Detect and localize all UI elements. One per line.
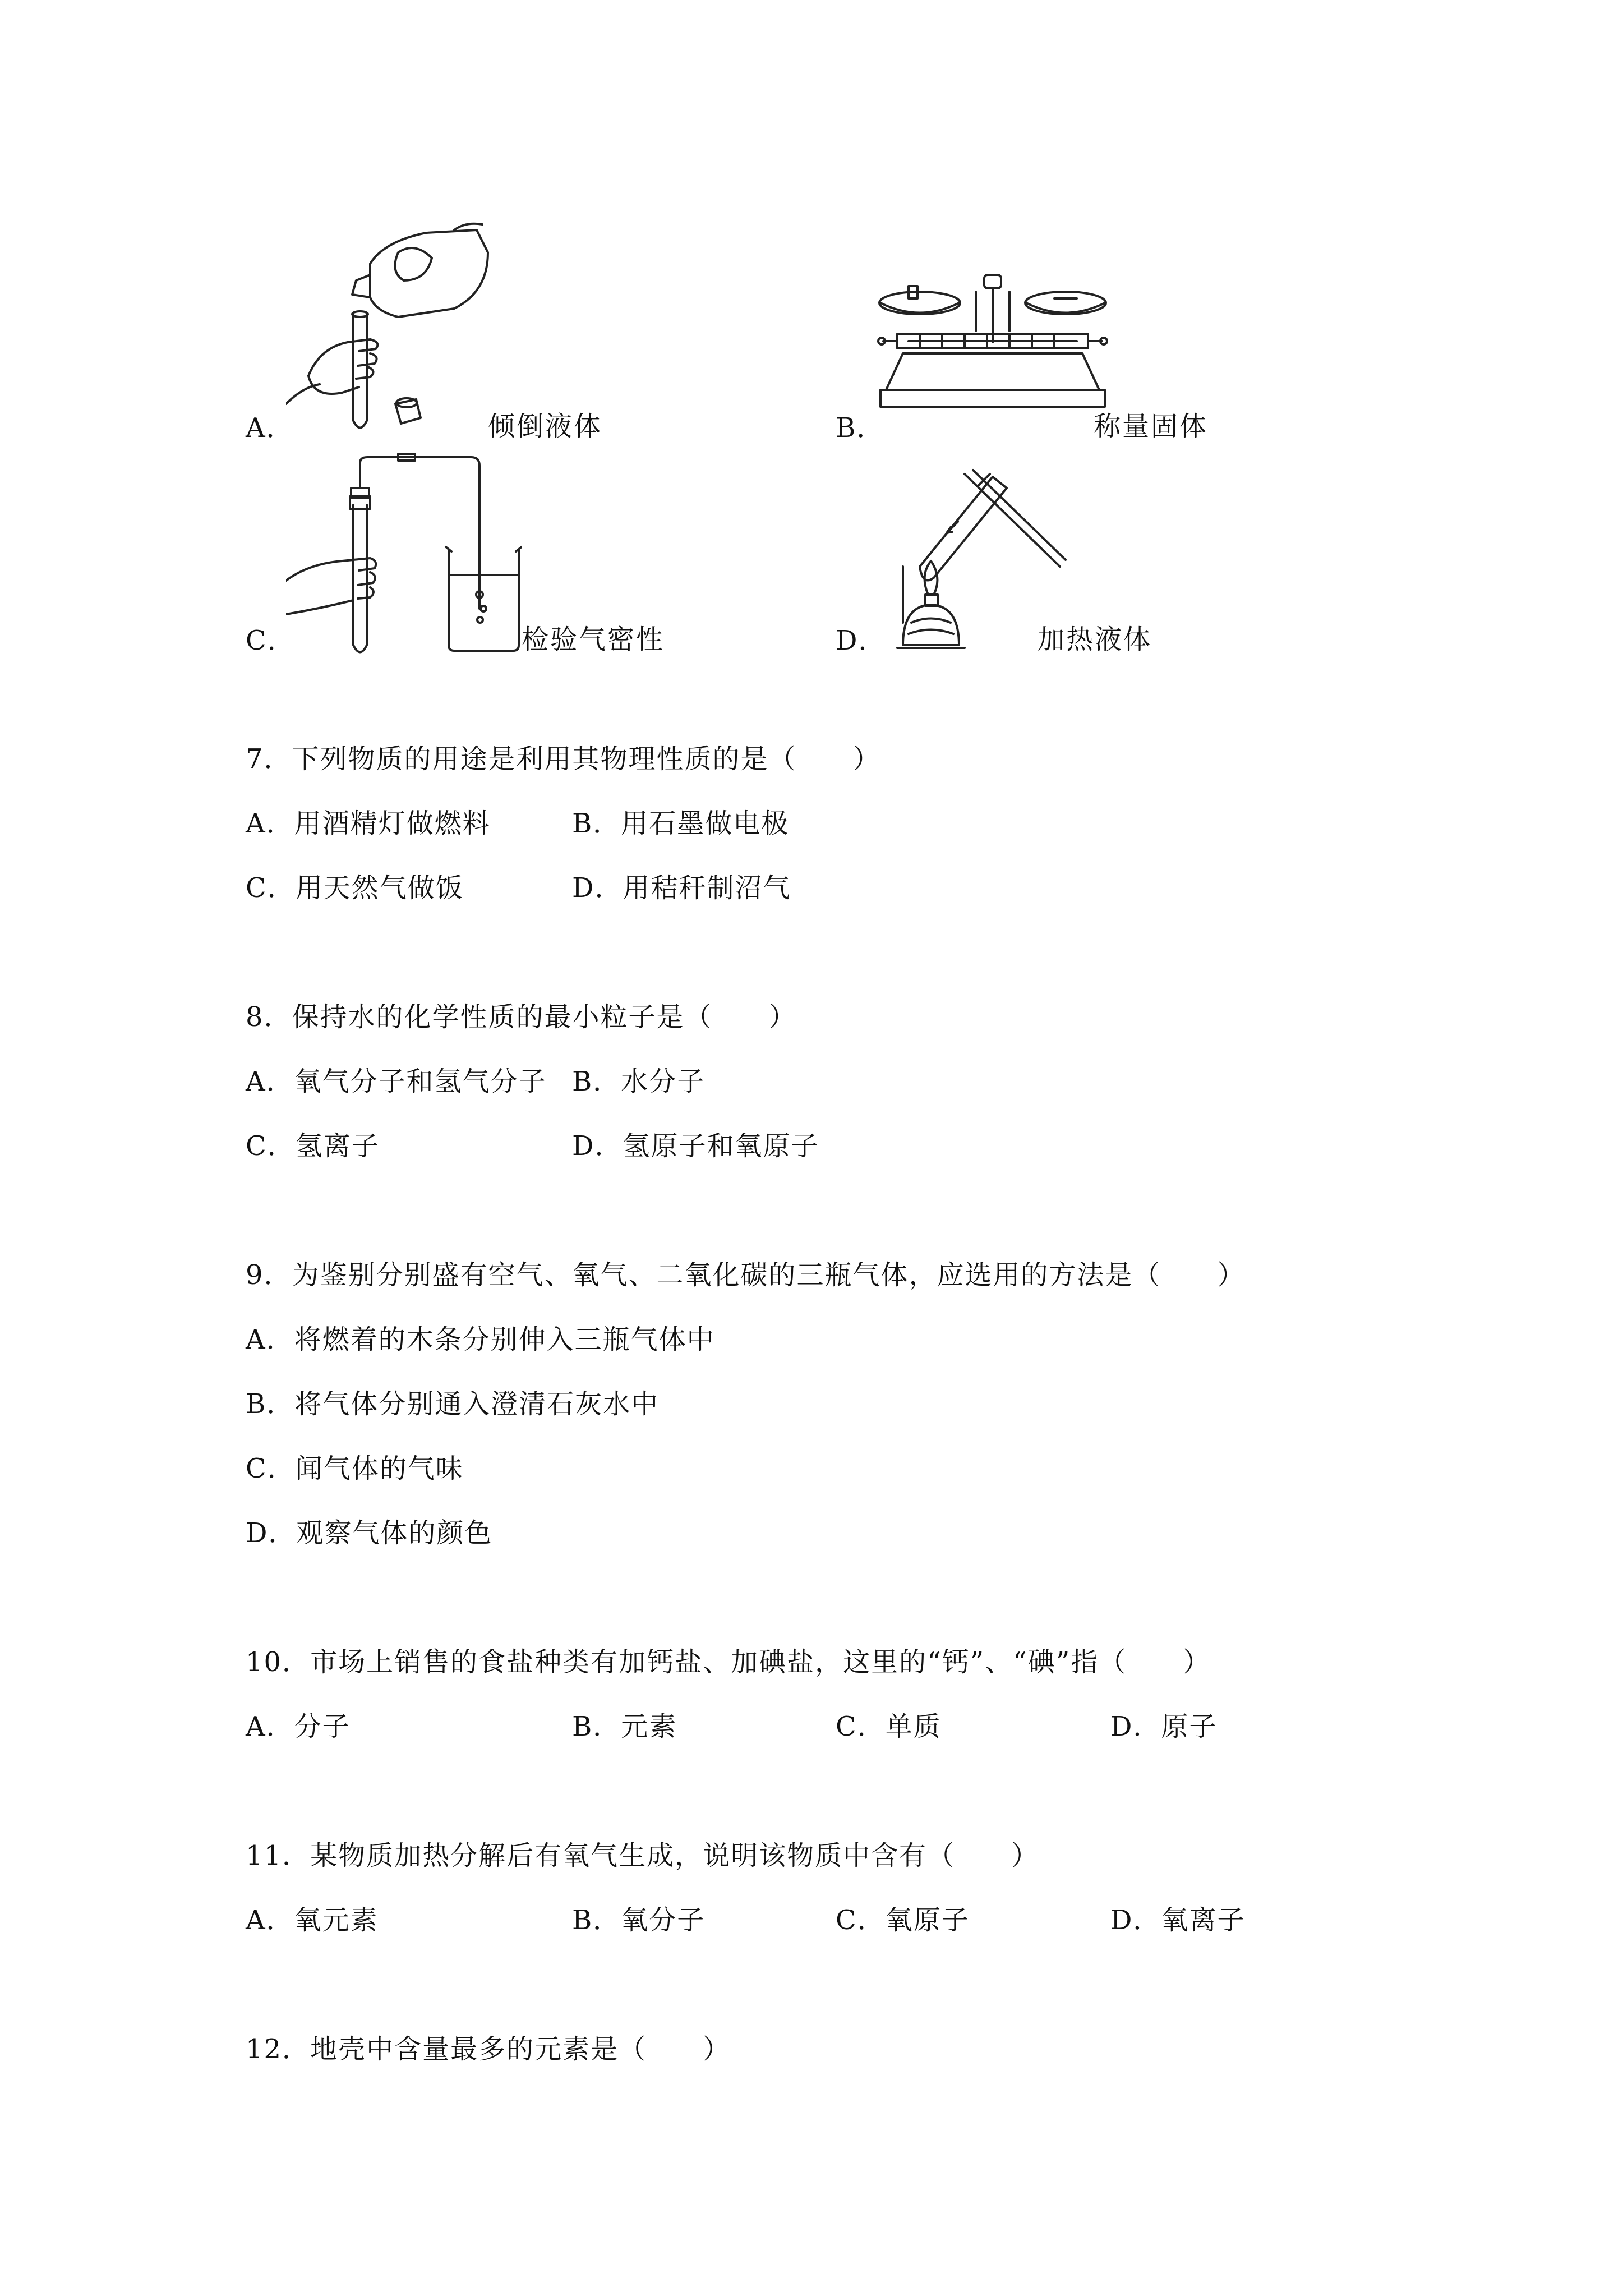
q11-option-c: C．氧原子 xyxy=(836,1904,970,1936)
q9-option-c: C．闻气体的气味 xyxy=(246,1453,464,1484)
option-b-caption: 称量固体 xyxy=(1094,411,1209,442)
option-b-letter: B． xyxy=(836,412,885,444)
option-d-letter: D． xyxy=(836,625,887,656)
q10-option-a: A．分子 xyxy=(246,1711,351,1742)
q7-stem: 7．下列物质的用途是利用其物理性质的是（ ） xyxy=(246,743,881,775)
q10-option-c: C．单质 xyxy=(836,1711,942,1742)
q11-option-d: D．氧离子 xyxy=(1110,1904,1246,1936)
q9-option-d: D．观察气体的颜色 xyxy=(246,1517,493,1549)
option-c-caption: 检验气密性 xyxy=(522,624,665,655)
pour-liquid-illustration xyxy=(286,219,499,443)
option-a-caption: 倾倒液体 xyxy=(488,411,603,442)
q8-stem: 8．保持水的化学性质的最小粒子是（ ） xyxy=(246,1001,797,1033)
q11-stem: 11．某物质加热分解后有氧气生成，说明该物质中含有（ ） xyxy=(246,1840,1040,1871)
q8-option-a: A．氧气分子和氢气分子 xyxy=(246,1066,547,1097)
q8-option-b: B．水分子 xyxy=(572,1066,706,1097)
q10-option-b: B．元素 xyxy=(572,1711,677,1742)
q11-option-b: B．氧分子 xyxy=(572,1904,706,1936)
q11-option-a: A．氧元素 xyxy=(246,1904,379,1936)
q8-option-d: D．氢原子和氧原子 xyxy=(572,1130,819,1162)
balance-scale-illustration xyxy=(875,269,1110,443)
option-a-letter: A． xyxy=(246,412,294,444)
q7-option-a: A．用酒精灯做燃料 xyxy=(246,808,491,839)
q7-option-b: B．用石墨做电极 xyxy=(572,808,790,839)
q9-option-a: A．将燃着的木条分别伸入三瓶气体中 xyxy=(246,1324,715,1355)
q9-option-b: B．将气体分别通入澄清石灰水中 xyxy=(246,1388,660,1420)
q7-option-d: D．用秸秆制沼气 xyxy=(572,872,791,904)
airtightness-check-illustration xyxy=(286,452,522,659)
option-c-letter: C． xyxy=(246,625,296,656)
q8-option-c: C．氢离子 xyxy=(246,1130,380,1162)
q10-option-d: D．原子 xyxy=(1110,1711,1218,1742)
option-d-caption: 加热液体 xyxy=(1038,624,1152,655)
q9-stem: 9．为鉴别分别盛有空气、氧气、二氧化碳的三瓶气体，应选用的方法是（ ） xyxy=(246,1259,1246,1291)
q10-stem: 10．市场上销售的食盐种类有加钙盐、加碘盐，这里的“钙”、“碘”指（ ） xyxy=(246,1646,1211,1678)
q7-option-c: C．用天然气做饭 xyxy=(246,872,464,904)
q12-stem: 12．地壳中含量最多的元素是（ ） xyxy=(246,2033,731,2065)
